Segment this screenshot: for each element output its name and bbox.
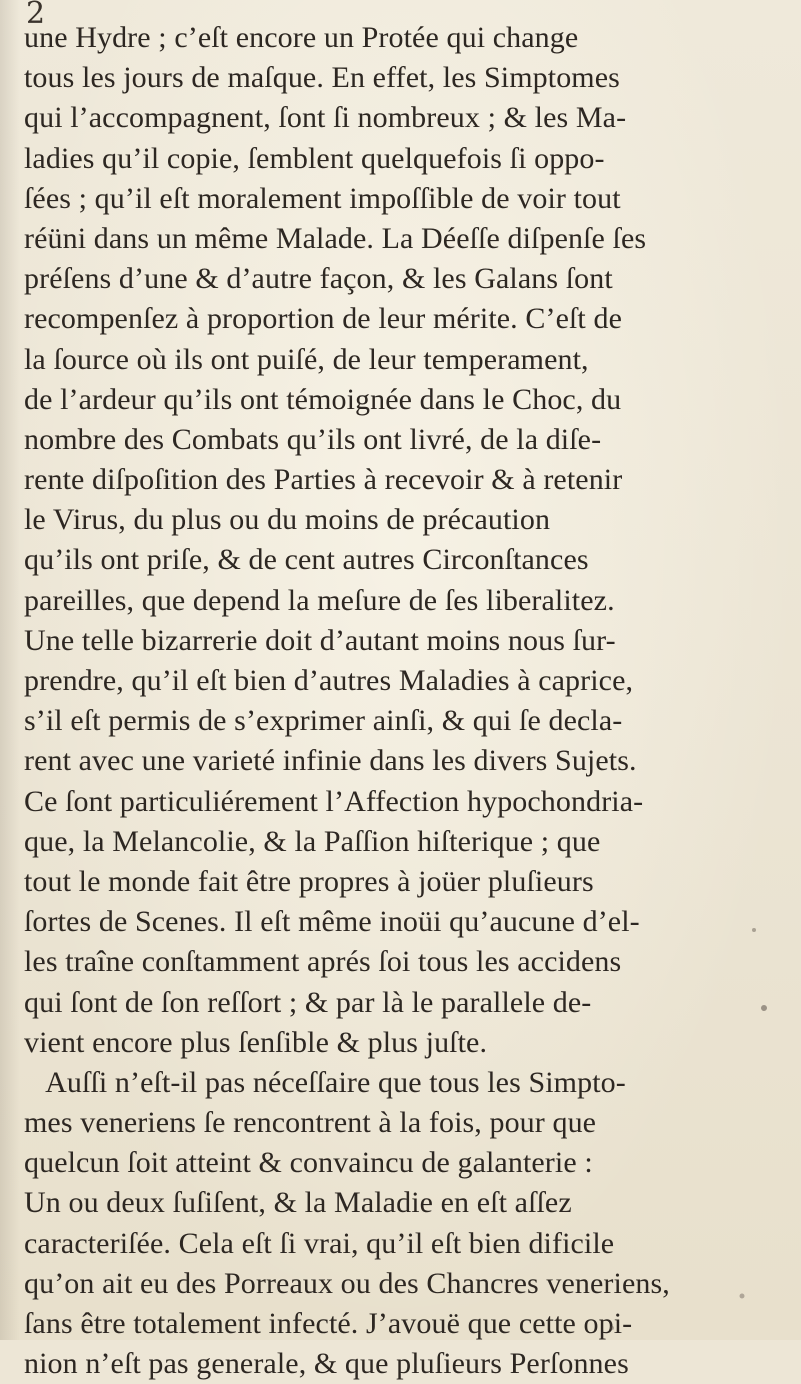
text-line: les traîne conſtamment aprés ſoi tous les accidens: [24, 945, 622, 979]
text-line: prendre, qu’il eſt bien d’autres Maladies à caprice,: [24, 664, 634, 697]
text-line: qu’on ait eu des Porreaux ou des Chancres veneriens,: [24, 1266, 670, 1300]
text-line: Une telle bizarrerie doit d’autant moins nous ſur-: [24, 623, 616, 657]
text-line: la ſource où ils ont puiſé, de leur temperament,: [24, 342, 589, 376]
page-top-mark: 2: [26, 0, 46, 31]
text-line: ſortes de Scenes. Il eſt même inoüi qu’aucune d’el-: [24, 905, 640, 939]
text-line: le Virus, du plus ou du moins de précaution: [24, 503, 551, 537]
text-line: Ce ſont particuliérement l’Affection hypochondria-: [24, 784, 644, 818]
text-line: réüni dans un même Malade. La Déeſſe diſpenſe ſes: [24, 221, 647, 255]
text-line: qu’ils ont priſe, & de cent autres Circonſtances: [24, 543, 589, 577]
text-line: tout le monde fait être propres à joüer pluſieurs: [24, 864, 594, 898]
text-line: vient encore plus ſenſible & plus juſte.: [24, 1025, 488, 1059]
text-line: préſens d’une & d’autre façon, & les Galans ſont: [24, 262, 613, 296]
text-line: s’il eſt permis de s’exprimer ainſi, & qui ſe decla-: [24, 704, 623, 738]
text-line: quelcun ſoit atteint & convaincu de galanterie :: [24, 1146, 593, 1180]
text-line: nombre des Combats qu’ils ont livré, de la diſe-: [24, 422, 602, 456]
text-line: tous les jours de maſque. En effet, les Simptomes: [24, 61, 620, 95]
text-line: rente diſpoſition des Parties à recevoir & à retenir: [24, 463, 623, 497]
text-line: caracteriſée. Cela eſt ſi vrai, qu’il eſt bien dificile: [24, 1226, 615, 1260]
text-line: pareilles, que depend la meſure de ſes liberalitez.: [24, 583, 615, 617]
text-line: Un ou deux ſuſiſent, & la Maladie en eſt aſſez: [24, 1186, 572, 1220]
text-line: recompenſez à proportion de leur mérite. C’eſt de: [24, 302, 622, 336]
page-text-block: [24, 18, 800, 1384]
text-line: Auſſi n’eſt-il pas néceſſaire que tous les Simpto-: [24, 1065, 626, 1099]
text-line: ſans être totalement infecté. J’avouë que cette opi-: [24, 1307, 633, 1340]
text-line: de l’ardeur qu’ils ont témoignée dans le Choc, du: [24, 382, 622, 416]
text-line: ladies qu’il copie, ſemblent quelquefois ſi oppo-: [24, 141, 605, 175]
text-line: que, la Melancolie, & la Paſſion hiſterique ; que: [24, 824, 601, 858]
text-line: rent avec une varieté infinie dans les divers Sujets.: [24, 744, 637, 778]
text-line: qui ſont de ſon reſſort ; & par là le parallele de-: [24, 985, 592, 1019]
text-line: une Hydre ; c’eſt encore un Protée qui change: [24, 21, 579, 54]
text-line: ſées ; qu’il eſt moralement impoſſible de voir tout: [24, 181, 621, 215]
text-line: mes veneriens ſe rencontrent à la fois, pour que: [24, 1106, 597, 1140]
text-line: qui l’accompagnent, ſont ſi nombreux ; & les Ma-: [24, 101, 627, 135]
page-fold-shadow: [0, 0, 20, 1340]
text-line: nion n’eſt pas generale, & que pluſieurs Perſonnes: [24, 1347, 629, 1381]
